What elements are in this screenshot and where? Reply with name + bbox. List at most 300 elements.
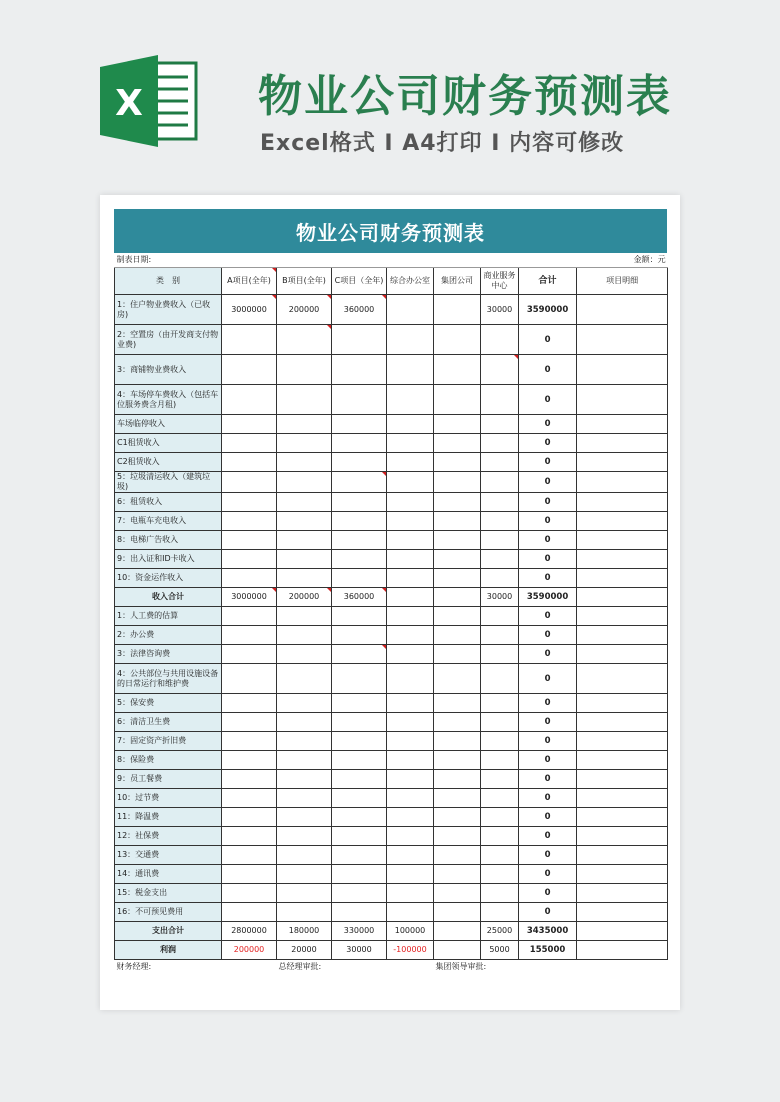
row-label[interactable]: 2：空置房（由开发商支付物业费) [115, 325, 222, 355]
cell-f[interactable] [481, 550, 519, 569]
cell-b[interactable]: 180000 [277, 922, 332, 941]
cell-a[interactable] [222, 808, 277, 827]
row-label[interactable]: 5：保安费 [115, 694, 222, 713]
cell-detail[interactable] [577, 645, 668, 664]
cell-total[interactable]: 0 [519, 645, 577, 664]
cell-e[interactable] [434, 827, 481, 846]
cell-total[interactable]: 0 [519, 531, 577, 550]
cell-e[interactable] [434, 751, 481, 770]
cell-detail[interactable] [577, 941, 668, 960]
cell-c[interactable] [332, 903, 387, 922]
cell-detail[interactable] [577, 865, 668, 884]
cell-total[interactable]: 0 [519, 512, 577, 531]
cell-b[interactable] [277, 770, 332, 789]
cell-f[interactable] [481, 770, 519, 789]
cell-total[interactable]: 0 [519, 903, 577, 922]
cell-total[interactable]: 0 [519, 664, 577, 694]
cell-detail[interactable] [577, 770, 668, 789]
cell-f[interactable]: 30000 [481, 295, 519, 325]
cell-d[interactable] [387, 607, 434, 626]
cell-d[interactable] [387, 355, 434, 385]
cell-d[interactable] [387, 531, 434, 550]
cell-detail[interactable] [577, 808, 668, 827]
cell-e[interactable] [434, 903, 481, 922]
cell-d[interactable] [387, 751, 434, 770]
cell-e[interactable] [434, 922, 481, 941]
col-header-total[interactable]: 合计 [519, 268, 577, 295]
row-label[interactable]: 4：公共部位与共用设施设备的日常运行和维护费 [115, 664, 222, 694]
cell-e[interactable] [434, 550, 481, 569]
cell-total[interactable]: 0 [519, 694, 577, 713]
cell-c[interactable] [332, 713, 387, 732]
cell-f[interactable]: 25000 [481, 922, 519, 941]
cell-total[interactable]: 3590000 [519, 588, 577, 607]
cell-c[interactable] [332, 325, 387, 355]
cell-total[interactable]: 3590000 [519, 295, 577, 325]
cell-detail[interactable] [577, 626, 668, 645]
col-header-office[interactable]: 综合办公室 [387, 268, 434, 295]
cell-detail[interactable] [577, 512, 668, 531]
cell-detail[interactable] [577, 531, 668, 550]
cell-e[interactable] [434, 531, 481, 550]
cell-total[interactable]: 0 [519, 607, 577, 626]
cell-b[interactable]: 200000 [277, 588, 332, 607]
cell-d[interactable] [387, 588, 434, 607]
cell-f[interactable] [481, 645, 519, 664]
cell-a[interactable] [222, 434, 277, 453]
cell-total[interactable]: 155000 [519, 941, 577, 960]
cell-f[interactable] [481, 453, 519, 472]
cell-e[interactable] [434, 453, 481, 472]
cell-f[interactable] [481, 607, 519, 626]
cell-f[interactable] [481, 626, 519, 645]
cell-c[interactable]: 360000 [332, 295, 387, 325]
cell-detail[interactable] [577, 295, 668, 325]
cell-e[interactable] [434, 434, 481, 453]
cell-a[interactable] [222, 472, 277, 493]
cell-detail[interactable] [577, 664, 668, 694]
col-header-b[interactable]: B项目(全年) [277, 268, 332, 295]
cell-c[interactable] [332, 865, 387, 884]
cell-c[interactable] [332, 827, 387, 846]
cell-d[interactable] [387, 325, 434, 355]
row-label[interactable]: 利润 [115, 941, 222, 960]
cell-a[interactable] [222, 355, 277, 385]
cell-e[interactable] [434, 846, 481, 865]
cell-f[interactable] [481, 808, 519, 827]
cell-total[interactable]: 0 [519, 453, 577, 472]
row-label[interactable]: 16：不可预见费用 [115, 903, 222, 922]
cell-b[interactable] [277, 789, 332, 808]
cell-a[interactable] [222, 789, 277, 808]
cell-c[interactable] [332, 626, 387, 645]
cell-a[interactable] [222, 664, 277, 694]
cell-f[interactable] [481, 569, 519, 588]
cell-detail[interactable] [577, 550, 668, 569]
cell-f[interactable] [481, 751, 519, 770]
cell-e[interactable] [434, 385, 481, 415]
row-label[interactable]: 6：清洁卫生费 [115, 713, 222, 732]
cell-a[interactable] [222, 645, 277, 664]
cell-detail[interactable] [577, 922, 668, 941]
cell-e[interactable] [434, 588, 481, 607]
cell-b[interactable]: 20000 [277, 941, 332, 960]
cell-a[interactable] [222, 415, 277, 434]
row-label[interactable]: 10：资金运作收入 [115, 569, 222, 588]
col-header-a[interactable]: A项目(全年) [222, 268, 277, 295]
cell-total[interactable]: 0 [519, 770, 577, 789]
cell-a[interactable]: 3000000 [222, 295, 277, 325]
cell-detail[interactable] [577, 884, 668, 903]
cell-c[interactable] [332, 569, 387, 588]
cell-f[interactable] [481, 472, 519, 493]
row-label[interactable]: 1：住户物业费收入（已收房) [115, 295, 222, 325]
cell-c[interactable] [332, 789, 387, 808]
cell-b[interactable] [277, 713, 332, 732]
cell-total[interactable]: 0 [519, 846, 577, 865]
cell-total[interactable]: 0 [519, 751, 577, 770]
cell-c[interactable] [332, 808, 387, 827]
cell-a[interactable] [222, 512, 277, 531]
cell-c[interactable] [332, 884, 387, 903]
cell-detail[interactable] [577, 694, 668, 713]
cell-b[interactable] [277, 664, 332, 694]
cell-d[interactable] [387, 415, 434, 434]
row-label[interactable]: C2租赁收入 [115, 453, 222, 472]
cell-b[interactable] [277, 569, 332, 588]
cell-d[interactable] [387, 385, 434, 415]
cell-f[interactable] [481, 713, 519, 732]
cell-a[interactable] [222, 385, 277, 415]
cell-c[interactable] [332, 355, 387, 385]
cell-a[interactable] [222, 770, 277, 789]
cell-d[interactable] [387, 434, 434, 453]
cell-total[interactable]: 0 [519, 415, 577, 434]
cell-f[interactable] [481, 827, 519, 846]
cell-f[interactable]: 5000 [481, 941, 519, 960]
cell-f[interactable] [481, 694, 519, 713]
cell-e[interactable] [434, 941, 481, 960]
cell-d[interactable] [387, 664, 434, 694]
cell-detail[interactable] [577, 569, 668, 588]
cell-b[interactable] [277, 325, 332, 355]
cell-a[interactable] [222, 453, 277, 472]
row-label[interactable]: 1：人工费的估算 [115, 607, 222, 626]
cell-detail[interactable] [577, 607, 668, 626]
cell-detail[interactable] [577, 827, 668, 846]
cell-detail[interactable] [577, 453, 668, 472]
cell-e[interactable] [434, 415, 481, 434]
col-header-c[interactable]: C项目（全年) [332, 268, 387, 295]
cell-total[interactable]: 0 [519, 355, 577, 385]
cell-f[interactable] [481, 865, 519, 884]
cell-b[interactable] [277, 808, 332, 827]
cell-c[interactable] [332, 664, 387, 694]
row-label[interactable]: 12：社保费 [115, 827, 222, 846]
cell-b[interactable] [277, 512, 332, 531]
cell-b[interactable]: 200000 [277, 295, 332, 325]
cell-d[interactable]: 100000 [387, 922, 434, 941]
cell-a[interactable] [222, 493, 277, 512]
cell-b[interactable] [277, 751, 332, 770]
cell-total[interactable]: 0 [519, 325, 577, 355]
row-label[interactable]: 车场临停收入 [115, 415, 222, 434]
cell-d[interactable] [387, 472, 434, 493]
cell-b[interactable] [277, 865, 332, 884]
row-label[interactable]: 4：车场停车费收入（包括车位服务费含月租) [115, 385, 222, 415]
cell-e[interactable] [434, 808, 481, 827]
row-label[interactable]: 2：办公费 [115, 626, 222, 645]
cell-c[interactable]: 30000 [332, 941, 387, 960]
cell-e[interactable] [434, 569, 481, 588]
cell-d[interactable] [387, 694, 434, 713]
cell-e[interactable] [434, 789, 481, 808]
cell-a[interactable] [222, 732, 277, 751]
cell-f[interactable] [481, 884, 519, 903]
cell-d[interactable] [387, 827, 434, 846]
cell-a[interactable] [222, 884, 277, 903]
cell-b[interactable] [277, 453, 332, 472]
cell-e[interactable] [434, 355, 481, 385]
cell-f[interactable] [481, 512, 519, 531]
cell-a[interactable] [222, 827, 277, 846]
cell-total[interactable]: 0 [519, 569, 577, 588]
cell-detail[interactable] [577, 415, 668, 434]
cell-total[interactable]: 0 [519, 626, 577, 645]
cell-e[interactable] [434, 493, 481, 512]
row-label[interactable]: C1租赁收入 [115, 434, 222, 453]
cell-total[interactable]: 0 [519, 865, 577, 884]
col-header-group[interactable]: 集团公司 [434, 268, 481, 295]
cell-total[interactable]: 3435000 [519, 922, 577, 941]
cell-e[interactable] [434, 325, 481, 355]
row-label[interactable]: 7：固定资产折旧费 [115, 732, 222, 751]
cell-total[interactable]: 0 [519, 472, 577, 493]
cell-b[interactable] [277, 385, 332, 415]
cell-total[interactable]: 0 [519, 827, 577, 846]
cell-e[interactable] [434, 295, 481, 325]
cell-b[interactable] [277, 550, 332, 569]
cell-c[interactable] [332, 694, 387, 713]
cell-detail[interactable] [577, 385, 668, 415]
cell-a[interactable]: 3000000 [222, 588, 277, 607]
cell-b[interactable] [277, 732, 332, 751]
cell-c[interactable] [332, 385, 387, 415]
cell-e[interactable] [434, 472, 481, 493]
cell-f[interactable] [481, 325, 519, 355]
cell-c[interactable] [332, 732, 387, 751]
cell-c[interactable] [332, 531, 387, 550]
cell-f[interactable] [481, 789, 519, 808]
cell-d[interactable] [387, 865, 434, 884]
cell-d[interactable] [387, 770, 434, 789]
cell-c[interactable]: 330000 [332, 922, 387, 941]
table-row [115, 884, 668, 903]
cell-c[interactable] [332, 846, 387, 865]
cell-f[interactable] [481, 355, 519, 385]
cell-d[interactable]: -100000 [387, 941, 434, 960]
cell-d[interactable] [387, 789, 434, 808]
cell-e[interactable] [434, 732, 481, 751]
cell-total[interactable]: 0 [519, 884, 577, 903]
cell-d[interactable] [387, 884, 434, 903]
cell-b[interactable] [277, 434, 332, 453]
cell-d[interactable] [387, 626, 434, 645]
cell-a[interactable] [222, 325, 277, 355]
table-row [115, 694, 668, 713]
cell-a[interactable]: 2800000 [222, 922, 277, 941]
cell-b[interactable] [277, 694, 332, 713]
cell-a[interactable] [222, 626, 277, 645]
row-label[interactable]: 11：降温费 [115, 808, 222, 827]
cell-f[interactable] [481, 531, 519, 550]
cell-f[interactable] [481, 415, 519, 434]
cell-d[interactable] [387, 808, 434, 827]
row-label[interactable]: 15：税金支出 [115, 884, 222, 903]
cell-e[interactable] [434, 607, 481, 626]
row-label[interactable]: 8：电梯广告收入 [115, 531, 222, 550]
cell-b[interactable] [277, 846, 332, 865]
cell-e[interactable] [434, 626, 481, 645]
row-label[interactable]: 8：保险费 [115, 751, 222, 770]
cell-f[interactable] [481, 493, 519, 512]
cell-f[interactable] [481, 385, 519, 415]
cell-total[interactable]: 0 [519, 385, 577, 415]
cell-e[interactable] [434, 884, 481, 903]
cell-total[interactable]: 0 [519, 732, 577, 751]
cell-d[interactable] [387, 295, 434, 325]
cell-detail[interactable] [577, 434, 668, 453]
cell-a[interactable] [222, 694, 277, 713]
cell-b[interactable] [277, 355, 332, 385]
cell-c[interactable] [332, 751, 387, 770]
row-label[interactable]: 5：垃圾清运收入（建筑垃圾) [115, 472, 222, 493]
cell-c[interactable] [332, 472, 387, 493]
cell-a[interactable] [222, 846, 277, 865]
cell-b[interactable] [277, 493, 332, 512]
col-header-commerce[interactable]: 商业服务中心 [481, 268, 519, 295]
cell-c[interactable] [332, 645, 387, 664]
row-label[interactable]: 10：过节费 [115, 789, 222, 808]
cell-detail[interactable] [577, 751, 668, 770]
cell-total[interactable]: 0 [519, 808, 577, 827]
cell-d[interactable] [387, 645, 434, 664]
cell-b[interactable] [277, 645, 332, 664]
cell-detail[interactable] [577, 846, 668, 865]
row-label[interactable]: 7：电瓶车充电收入 [115, 512, 222, 531]
cell-c[interactable] [332, 550, 387, 569]
cell-detail[interactable] [577, 732, 668, 751]
cell-d[interactable] [387, 713, 434, 732]
cell-d[interactable] [387, 550, 434, 569]
cell-a[interactable] [222, 607, 277, 626]
cell-f[interactable] [481, 434, 519, 453]
row-label[interactable]: 3：商铺物业费收入 [115, 355, 222, 385]
cell-e[interactable] [434, 512, 481, 531]
cell-c[interactable] [332, 493, 387, 512]
col-header-detail[interactable]: 项目明细 [577, 268, 668, 295]
cell-c[interactable] [332, 453, 387, 472]
cell-c[interactable]: 360000 [332, 588, 387, 607]
cell-detail[interactable] [577, 355, 668, 385]
cell-a[interactable]: 200000 [222, 941, 277, 960]
cell-d[interactable] [387, 903, 434, 922]
cell-f[interactable] [481, 903, 519, 922]
cell-detail[interactable] [577, 903, 668, 922]
cell-total[interactable]: 0 [519, 789, 577, 808]
row-label[interactable]: 14：通讯费 [115, 865, 222, 884]
cell-b[interactable] [277, 903, 332, 922]
cell-c[interactable] [332, 512, 387, 531]
cell-d[interactable] [387, 512, 434, 531]
cell-a[interactable] [222, 531, 277, 550]
cell-detail[interactable] [577, 789, 668, 808]
cell-detail[interactable] [577, 325, 668, 355]
row-label[interactable]: 9：出入证和ID卡收入 [115, 550, 222, 569]
row-label[interactable]: 13：交通费 [115, 846, 222, 865]
cell-f[interactable] [481, 732, 519, 751]
cell-a[interactable] [222, 713, 277, 732]
row-label[interactable]: 6：租赁收入 [115, 493, 222, 512]
cell-f[interactable] [481, 846, 519, 865]
cell-f[interactable] [481, 664, 519, 694]
cell-b[interactable] [277, 884, 332, 903]
cell-a[interactable] [222, 569, 277, 588]
cell-d[interactable] [387, 493, 434, 512]
cell-e[interactable] [434, 664, 481, 694]
cell-total[interactable]: 0 [519, 550, 577, 569]
cell-b[interactable] [277, 472, 332, 493]
cell-b[interactable] [277, 626, 332, 645]
cell-c[interactable] [332, 415, 387, 434]
excel-logo-icon [100, 55, 200, 147]
cell-a[interactable] [222, 903, 277, 922]
cell-e[interactable] [434, 770, 481, 789]
cell-detail[interactable] [577, 472, 668, 493]
cell-b[interactable] [277, 531, 332, 550]
cell-a[interactable] [222, 751, 277, 770]
cell-detail[interactable] [577, 588, 668, 607]
cell-detail[interactable] [577, 713, 668, 732]
cell-b[interactable] [277, 827, 332, 846]
row-label[interactable]: 9：员工餐费 [115, 770, 222, 789]
cell-d[interactable] [387, 846, 434, 865]
cell-b[interactable] [277, 415, 332, 434]
row-label[interactable]: 收入合计 [115, 588, 222, 607]
cell-e[interactable] [434, 713, 481, 732]
cell-total[interactable]: 0 [519, 493, 577, 512]
cell-a[interactable] [222, 865, 277, 884]
cell-a[interactable] [222, 550, 277, 569]
cell-f[interactable]: 30000 [481, 588, 519, 607]
cell-e[interactable] [434, 865, 481, 884]
col-header-category[interactable]: 类 别 [115, 268, 222, 295]
cell-total[interactable]: 0 [519, 713, 577, 732]
cell-b[interactable] [277, 607, 332, 626]
cell-d[interactable] [387, 732, 434, 751]
cell-d[interactable] [387, 453, 434, 472]
cell-c[interactable] [332, 770, 387, 789]
cell-detail[interactable] [577, 493, 668, 512]
cell-e[interactable] [434, 645, 481, 664]
cell-c[interactable] [332, 607, 387, 626]
cell-c[interactable] [332, 434, 387, 453]
cell-d[interactable] [387, 569, 434, 588]
row-label[interactable]: 支出合计 [115, 922, 222, 941]
cell-total[interactable]: 0 [519, 434, 577, 453]
cell-e[interactable] [434, 694, 481, 713]
row-label[interactable]: 3：法律咨询费 [115, 645, 222, 664]
